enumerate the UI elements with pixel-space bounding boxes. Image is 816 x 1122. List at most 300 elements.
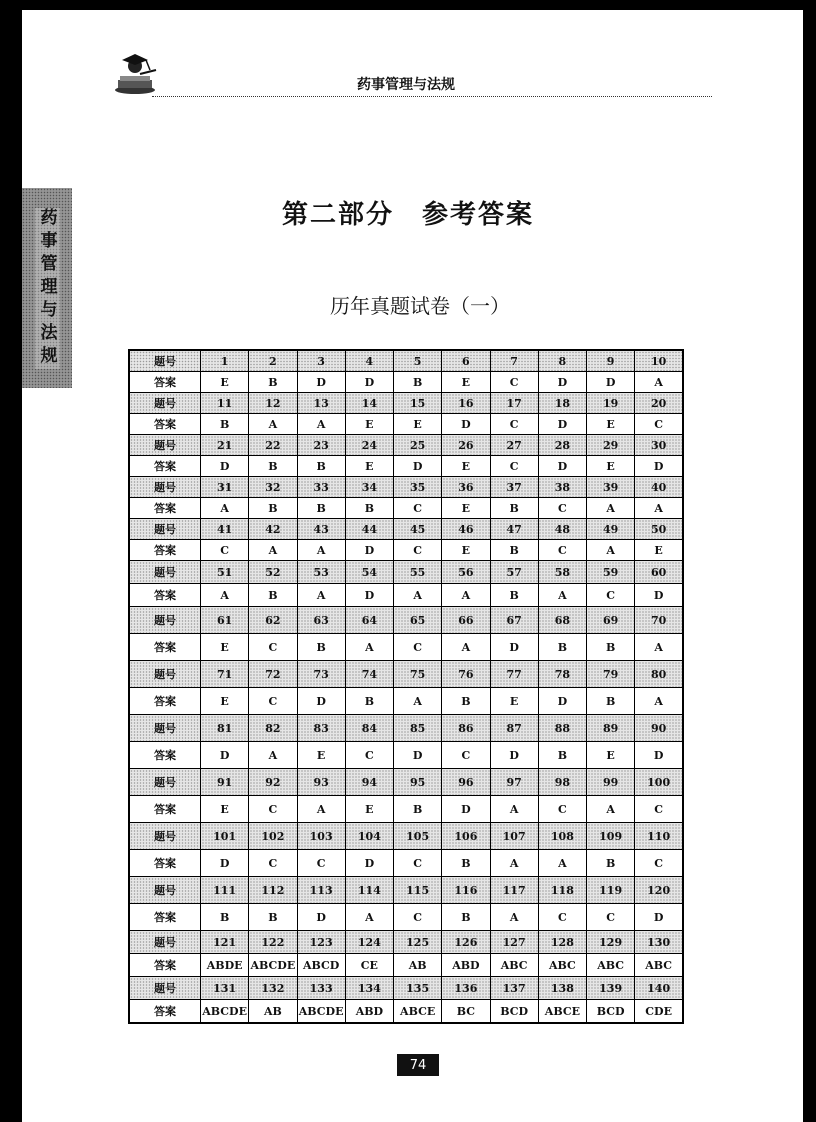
answer-cell: D	[538, 688, 586, 715]
question-number-cell: 16	[442, 393, 490, 414]
question-number-cell: 111	[201, 877, 249, 904]
answer-cell: E	[587, 742, 635, 769]
answer-cell: B	[394, 796, 442, 823]
question-number-cell: 57	[490, 561, 538, 584]
question-number-cell: 121	[201, 931, 249, 954]
answer-cell: B	[490, 540, 538, 561]
question-number-cell: 135	[394, 977, 442, 1000]
answer-label: 答案	[129, 584, 201, 607]
question-number-cell: 66	[442, 607, 490, 634]
question-number-label: 题号	[129, 393, 201, 414]
question-number-cell: 140	[635, 977, 683, 1000]
answer-cell: D	[345, 372, 393, 393]
question-number-cell: 41	[201, 519, 249, 540]
answer-cell: D	[297, 688, 345, 715]
question-number-row	[129, 715, 683, 742]
question-number-cell: 20	[635, 393, 683, 414]
question-number-cell: 52	[249, 561, 297, 584]
question-number-cell: 17	[490, 393, 538, 414]
question-number-cell: 32	[249, 477, 297, 498]
question-number-cell: 113	[297, 877, 345, 904]
question-number-cell: 73	[297, 661, 345, 688]
question-number-row	[129, 435, 683, 456]
question-number-row	[129, 607, 683, 634]
question-number-label: 题号	[129, 350, 201, 372]
answer-row	[129, 372, 683, 393]
question-number-cell: 129	[587, 931, 635, 954]
answer-cell: E	[587, 414, 635, 435]
question-number-cell: 81	[201, 715, 249, 742]
answer-cell: B	[442, 850, 490, 877]
question-number-cell: 99	[587, 769, 635, 796]
answer-cell: C	[635, 850, 683, 877]
answer-cell: C	[490, 414, 538, 435]
answer-cell: A	[538, 584, 586, 607]
question-number-cell: 120	[635, 877, 683, 904]
question-number-cell: 6	[442, 350, 490, 372]
answer-cell: A	[394, 688, 442, 715]
answer-label: 答案	[129, 456, 201, 477]
answer-cell: B	[587, 850, 635, 877]
answer-cell: E	[345, 414, 393, 435]
answer-cell: C	[587, 584, 635, 607]
question-number-cell: 11	[201, 393, 249, 414]
question-number-row	[129, 350, 683, 372]
answer-cell: E	[442, 456, 490, 477]
answer-cell: C	[394, 634, 442, 661]
question-number-cell: 9	[587, 350, 635, 372]
answer-cell: E	[587, 456, 635, 477]
answer-cell: D	[538, 372, 586, 393]
answer-cell: B	[249, 904, 297, 931]
question-number-cell: 124	[345, 931, 393, 954]
question-number-cell: 42	[249, 519, 297, 540]
question-number-cell: 108	[538, 823, 586, 850]
answer-row	[129, 688, 683, 715]
answer-cell: B	[249, 498, 297, 519]
answer-label: 答案	[129, 634, 201, 661]
answer-cell: C	[249, 850, 297, 877]
answer-cell: C	[587, 904, 635, 931]
answer-cell: ABC	[587, 954, 635, 977]
question-number-cell: 60	[635, 561, 683, 584]
question-number-row	[129, 769, 683, 796]
question-number-label: 题号	[129, 561, 201, 584]
answer-cell: AB	[394, 954, 442, 977]
answer-cell: D	[345, 850, 393, 877]
question-number-cell: 116	[442, 877, 490, 904]
answer-cell: ABD	[442, 954, 490, 977]
answer-cell: A	[297, 796, 345, 823]
answer-cell: D	[297, 904, 345, 931]
answer-label: 答案	[129, 1000, 201, 1024]
question-number-cell: 132	[249, 977, 297, 1000]
answer-cell: C	[538, 498, 586, 519]
answer-cell: E	[635, 540, 683, 561]
answer-label: 答案	[129, 742, 201, 769]
question-number-cell: 18	[538, 393, 586, 414]
page-number: 74	[397, 1054, 439, 1076]
question-number-label: 题号	[129, 877, 201, 904]
question-number-cell: 23	[297, 435, 345, 456]
question-number-cell: 50	[635, 519, 683, 540]
answer-cell: C	[394, 498, 442, 519]
question-number-cell: 53	[297, 561, 345, 584]
question-number-cell: 46	[442, 519, 490, 540]
question-number-cell: 40	[635, 477, 683, 498]
answer-cell: B	[201, 904, 249, 931]
answer-cell: E	[394, 414, 442, 435]
question-number-cell: 105	[394, 823, 442, 850]
answer-cell: B	[587, 688, 635, 715]
answer-cell: A	[635, 634, 683, 661]
question-number-label: 题号	[129, 519, 201, 540]
answer-cell: E	[201, 372, 249, 393]
answer-row	[129, 904, 683, 931]
answer-cell: ABCDE	[201, 1000, 249, 1024]
question-number-label: 题号	[129, 715, 201, 742]
answer-row	[129, 498, 683, 519]
question-number-cell: 107	[490, 823, 538, 850]
question-number-cell: 128	[538, 931, 586, 954]
answer-cell: A	[442, 584, 490, 607]
question-number-cell: 31	[201, 477, 249, 498]
answer-cell: E	[490, 688, 538, 715]
question-number-cell: 109	[587, 823, 635, 850]
answer-cell: B	[538, 634, 586, 661]
question-number-cell: 34	[345, 477, 393, 498]
question-number-cell: 65	[394, 607, 442, 634]
question-number-cell: 131	[201, 977, 249, 1000]
question-number-cell: 126	[442, 931, 490, 954]
answer-cell: B	[490, 584, 538, 607]
answer-cell: B	[538, 742, 586, 769]
answer-cell: D	[201, 850, 249, 877]
question-number-label: 题号	[129, 823, 201, 850]
answer-cell: A	[538, 850, 586, 877]
answer-cell: C	[635, 796, 683, 823]
question-number-cell: 115	[394, 877, 442, 904]
answer-cell: A	[587, 498, 635, 519]
question-number-cell: 122	[249, 931, 297, 954]
question-number-cell: 13	[297, 393, 345, 414]
question-number-cell: 102	[249, 823, 297, 850]
question-number-cell: 30	[635, 435, 683, 456]
answer-cell: E	[442, 540, 490, 561]
question-number-label: 题号	[129, 661, 201, 688]
question-number-row	[129, 823, 683, 850]
question-number-cell: 47	[490, 519, 538, 540]
question-number-cell: 87	[490, 715, 538, 742]
answer-cell: B	[201, 414, 249, 435]
answer-cell: E	[201, 796, 249, 823]
answer-label: 答案	[129, 796, 201, 823]
answer-row	[129, 742, 683, 769]
question-number-cell: 33	[297, 477, 345, 498]
question-number-cell: 117	[490, 877, 538, 904]
answer-cell: D	[538, 414, 586, 435]
question-number-cell: 8	[538, 350, 586, 372]
answer-label: 答案	[129, 540, 201, 561]
answer-cell: ABDE	[201, 954, 249, 977]
answer-cell: B	[442, 904, 490, 931]
question-number-cell: 91	[201, 769, 249, 796]
question-number-cell: 130	[635, 931, 683, 954]
question-number-cell: 75	[394, 661, 442, 688]
answer-cell: E	[201, 634, 249, 661]
answer-cell: ABCE	[394, 1000, 442, 1024]
question-number-cell: 54	[345, 561, 393, 584]
answer-cell: ABC	[538, 954, 586, 977]
answer-cell: C	[249, 634, 297, 661]
answer-cell: ABCD	[297, 954, 345, 977]
scholar-logo-icon	[110, 50, 160, 96]
answer-cell: D	[635, 742, 683, 769]
question-number-row	[129, 561, 683, 584]
question-number-cell: 110	[635, 823, 683, 850]
answer-cell: B	[249, 584, 297, 607]
answer-cell: B	[249, 372, 297, 393]
question-number-cell: 61	[201, 607, 249, 634]
answer-cell: B	[297, 498, 345, 519]
answer-cell: A	[201, 584, 249, 607]
answer-label: 答案	[129, 688, 201, 715]
answer-cell: A	[490, 850, 538, 877]
answer-cell: E	[442, 372, 490, 393]
question-number-cell: 74	[345, 661, 393, 688]
answer-cell: ABCE	[538, 1000, 586, 1024]
answer-cell: B	[297, 634, 345, 661]
question-number-cell: 137	[490, 977, 538, 1000]
question-number-cell: 88	[538, 715, 586, 742]
question-number-cell: 89	[587, 715, 635, 742]
question-number-cell: 2	[249, 350, 297, 372]
question-number-cell: 22	[249, 435, 297, 456]
question-number-label: 题号	[129, 607, 201, 634]
question-number-cell: 100	[635, 769, 683, 796]
question-number-cell: 93	[297, 769, 345, 796]
answer-cell: E	[345, 456, 393, 477]
question-number-cell: 43	[297, 519, 345, 540]
question-number-cell: 85	[394, 715, 442, 742]
question-number-cell: 1	[201, 350, 249, 372]
question-number-cell: 136	[442, 977, 490, 1000]
answer-cell: A	[345, 634, 393, 661]
header-title: 药事管理与法规	[357, 77, 455, 93]
answer-cell: D	[201, 456, 249, 477]
answer-cell: A	[635, 688, 683, 715]
answer-cell: ABCDE	[249, 954, 297, 977]
answer-cell: C	[538, 796, 586, 823]
question-number-cell: 80	[635, 661, 683, 688]
question-number-cell: 86	[442, 715, 490, 742]
answer-cell: D	[201, 742, 249, 769]
question-number-cell: 12	[249, 393, 297, 414]
question-number-cell: 26	[442, 435, 490, 456]
answer-cell: A	[587, 796, 635, 823]
question-number-cell: 90	[635, 715, 683, 742]
question-number-cell: 97	[490, 769, 538, 796]
answer-row	[129, 456, 683, 477]
answer-cell: B	[297, 456, 345, 477]
question-number-cell: 62	[249, 607, 297, 634]
side-tab-label: 药事管理与法规	[35, 208, 60, 369]
answer-cell: E	[345, 796, 393, 823]
question-number-cell: 7	[490, 350, 538, 372]
answer-cell: A	[587, 540, 635, 561]
answer-cell: A	[635, 498, 683, 519]
question-number-row	[129, 977, 683, 1000]
answer-cell: A	[249, 742, 297, 769]
question-number-cell: 14	[345, 393, 393, 414]
question-number-cell: 67	[490, 607, 538, 634]
question-number-cell: 58	[538, 561, 586, 584]
answer-cell: A	[249, 414, 297, 435]
question-number-cell: 84	[345, 715, 393, 742]
answer-cell: E	[297, 742, 345, 769]
question-number-cell: 51	[201, 561, 249, 584]
answer-cell: D	[442, 796, 490, 823]
answer-cell: D	[345, 584, 393, 607]
question-number-row	[129, 519, 683, 540]
question-number-label: 题号	[129, 931, 201, 954]
answer-cell: C	[490, 372, 538, 393]
question-number-cell: 24	[345, 435, 393, 456]
answer-cell: A	[490, 904, 538, 931]
question-number-cell: 119	[587, 877, 635, 904]
answer-cell: ABD	[345, 1000, 393, 1024]
answer-cell: B	[345, 688, 393, 715]
question-number-row	[129, 931, 683, 954]
question-number-cell: 77	[490, 661, 538, 688]
answer-cell: C	[249, 796, 297, 823]
part-title: 第二部分 参考答案	[281, 200, 534, 230]
answer-cell: A	[394, 584, 442, 607]
answer-cell: D	[635, 904, 683, 931]
question-number-cell: 39	[587, 477, 635, 498]
question-number-cell: 103	[297, 823, 345, 850]
answer-label: 答案	[129, 498, 201, 519]
question-number-cell: 48	[538, 519, 586, 540]
question-number-cell: 55	[394, 561, 442, 584]
answer-cell: D	[345, 540, 393, 561]
answer-cell: C	[394, 850, 442, 877]
question-number-row	[129, 877, 683, 904]
question-number-cell: 10	[635, 350, 683, 372]
answer-cell: D	[394, 456, 442, 477]
answer-cell: A	[297, 584, 345, 607]
answer-cell: D	[490, 742, 538, 769]
question-number-cell: 45	[394, 519, 442, 540]
answer-cell: B	[442, 688, 490, 715]
answer-cell: D	[442, 414, 490, 435]
answer-cell: AB	[249, 1000, 297, 1024]
answer-cell: C	[394, 904, 442, 931]
question-number-cell: 44	[345, 519, 393, 540]
question-number-cell: 68	[538, 607, 586, 634]
question-number-cell: 37	[490, 477, 538, 498]
question-number-cell: 114	[345, 877, 393, 904]
question-number-cell: 35	[394, 477, 442, 498]
answer-cell: D	[635, 456, 683, 477]
answer-label: 答案	[129, 414, 201, 435]
question-number-cell: 138	[538, 977, 586, 1000]
answer-cell: C	[297, 850, 345, 877]
answer-cell: B	[490, 498, 538, 519]
question-number-cell: 101	[201, 823, 249, 850]
answer-cell: A	[297, 540, 345, 561]
question-number-cell: 112	[249, 877, 297, 904]
question-number-cell: 133	[297, 977, 345, 1000]
question-number-cell: 59	[587, 561, 635, 584]
answer-cell: C	[538, 540, 586, 561]
question-number-cell: 70	[635, 607, 683, 634]
answer-cell: C	[635, 414, 683, 435]
question-number-cell: 25	[394, 435, 442, 456]
answer-cell: A	[490, 796, 538, 823]
answer-label: 答案	[129, 850, 201, 877]
answer-cell: ABC	[490, 954, 538, 977]
answer-cell: E	[201, 688, 249, 715]
answer-cell: D	[297, 372, 345, 393]
question-number-cell: 139	[587, 977, 635, 1000]
question-number-cell: 19	[587, 393, 635, 414]
answer-cell: A	[249, 540, 297, 561]
answer-cell: C	[201, 540, 249, 561]
question-number-cell: 76	[442, 661, 490, 688]
question-number-cell: 125	[394, 931, 442, 954]
question-number-cell: 27	[490, 435, 538, 456]
answer-row	[129, 634, 683, 661]
question-number-cell: 95	[394, 769, 442, 796]
answer-cell: B	[345, 498, 393, 519]
question-number-row	[129, 477, 683, 498]
question-number-cell: 134	[345, 977, 393, 1000]
question-number-cell: 78	[538, 661, 586, 688]
answer-row	[129, 540, 683, 561]
answer-cell: B	[394, 372, 442, 393]
answer-label: 答案	[129, 904, 201, 931]
answer-cell: A	[635, 372, 683, 393]
answer-cell: C	[345, 742, 393, 769]
answer-cell: D	[538, 456, 586, 477]
question-number-label: 题号	[129, 769, 201, 796]
question-number-cell: 79	[587, 661, 635, 688]
answer-cell: C	[490, 456, 538, 477]
answer-cell: A	[442, 634, 490, 661]
question-number-cell: 96	[442, 769, 490, 796]
answer-row	[129, 1000, 683, 1024]
answer-cell: BCD	[587, 1000, 635, 1024]
question-number-row	[129, 393, 683, 414]
question-number-cell: 71	[201, 661, 249, 688]
answer-row	[129, 850, 683, 877]
question-number-cell: 106	[442, 823, 490, 850]
question-number-cell: 28	[538, 435, 586, 456]
question-number-cell: 69	[587, 607, 635, 634]
header-divider	[152, 96, 712, 97]
question-number-cell: 38	[538, 477, 586, 498]
answer-cell: B	[249, 456, 297, 477]
answer-row	[129, 954, 683, 977]
answer-cell: E	[442, 498, 490, 519]
question-number-cell: 64	[345, 607, 393, 634]
paper-title: 历年真题试卷（一）	[330, 294, 510, 318]
question-number-cell: 82	[249, 715, 297, 742]
answer-cell: D	[587, 372, 635, 393]
answer-label: 答案	[129, 372, 201, 393]
answer-cell: D	[490, 634, 538, 661]
